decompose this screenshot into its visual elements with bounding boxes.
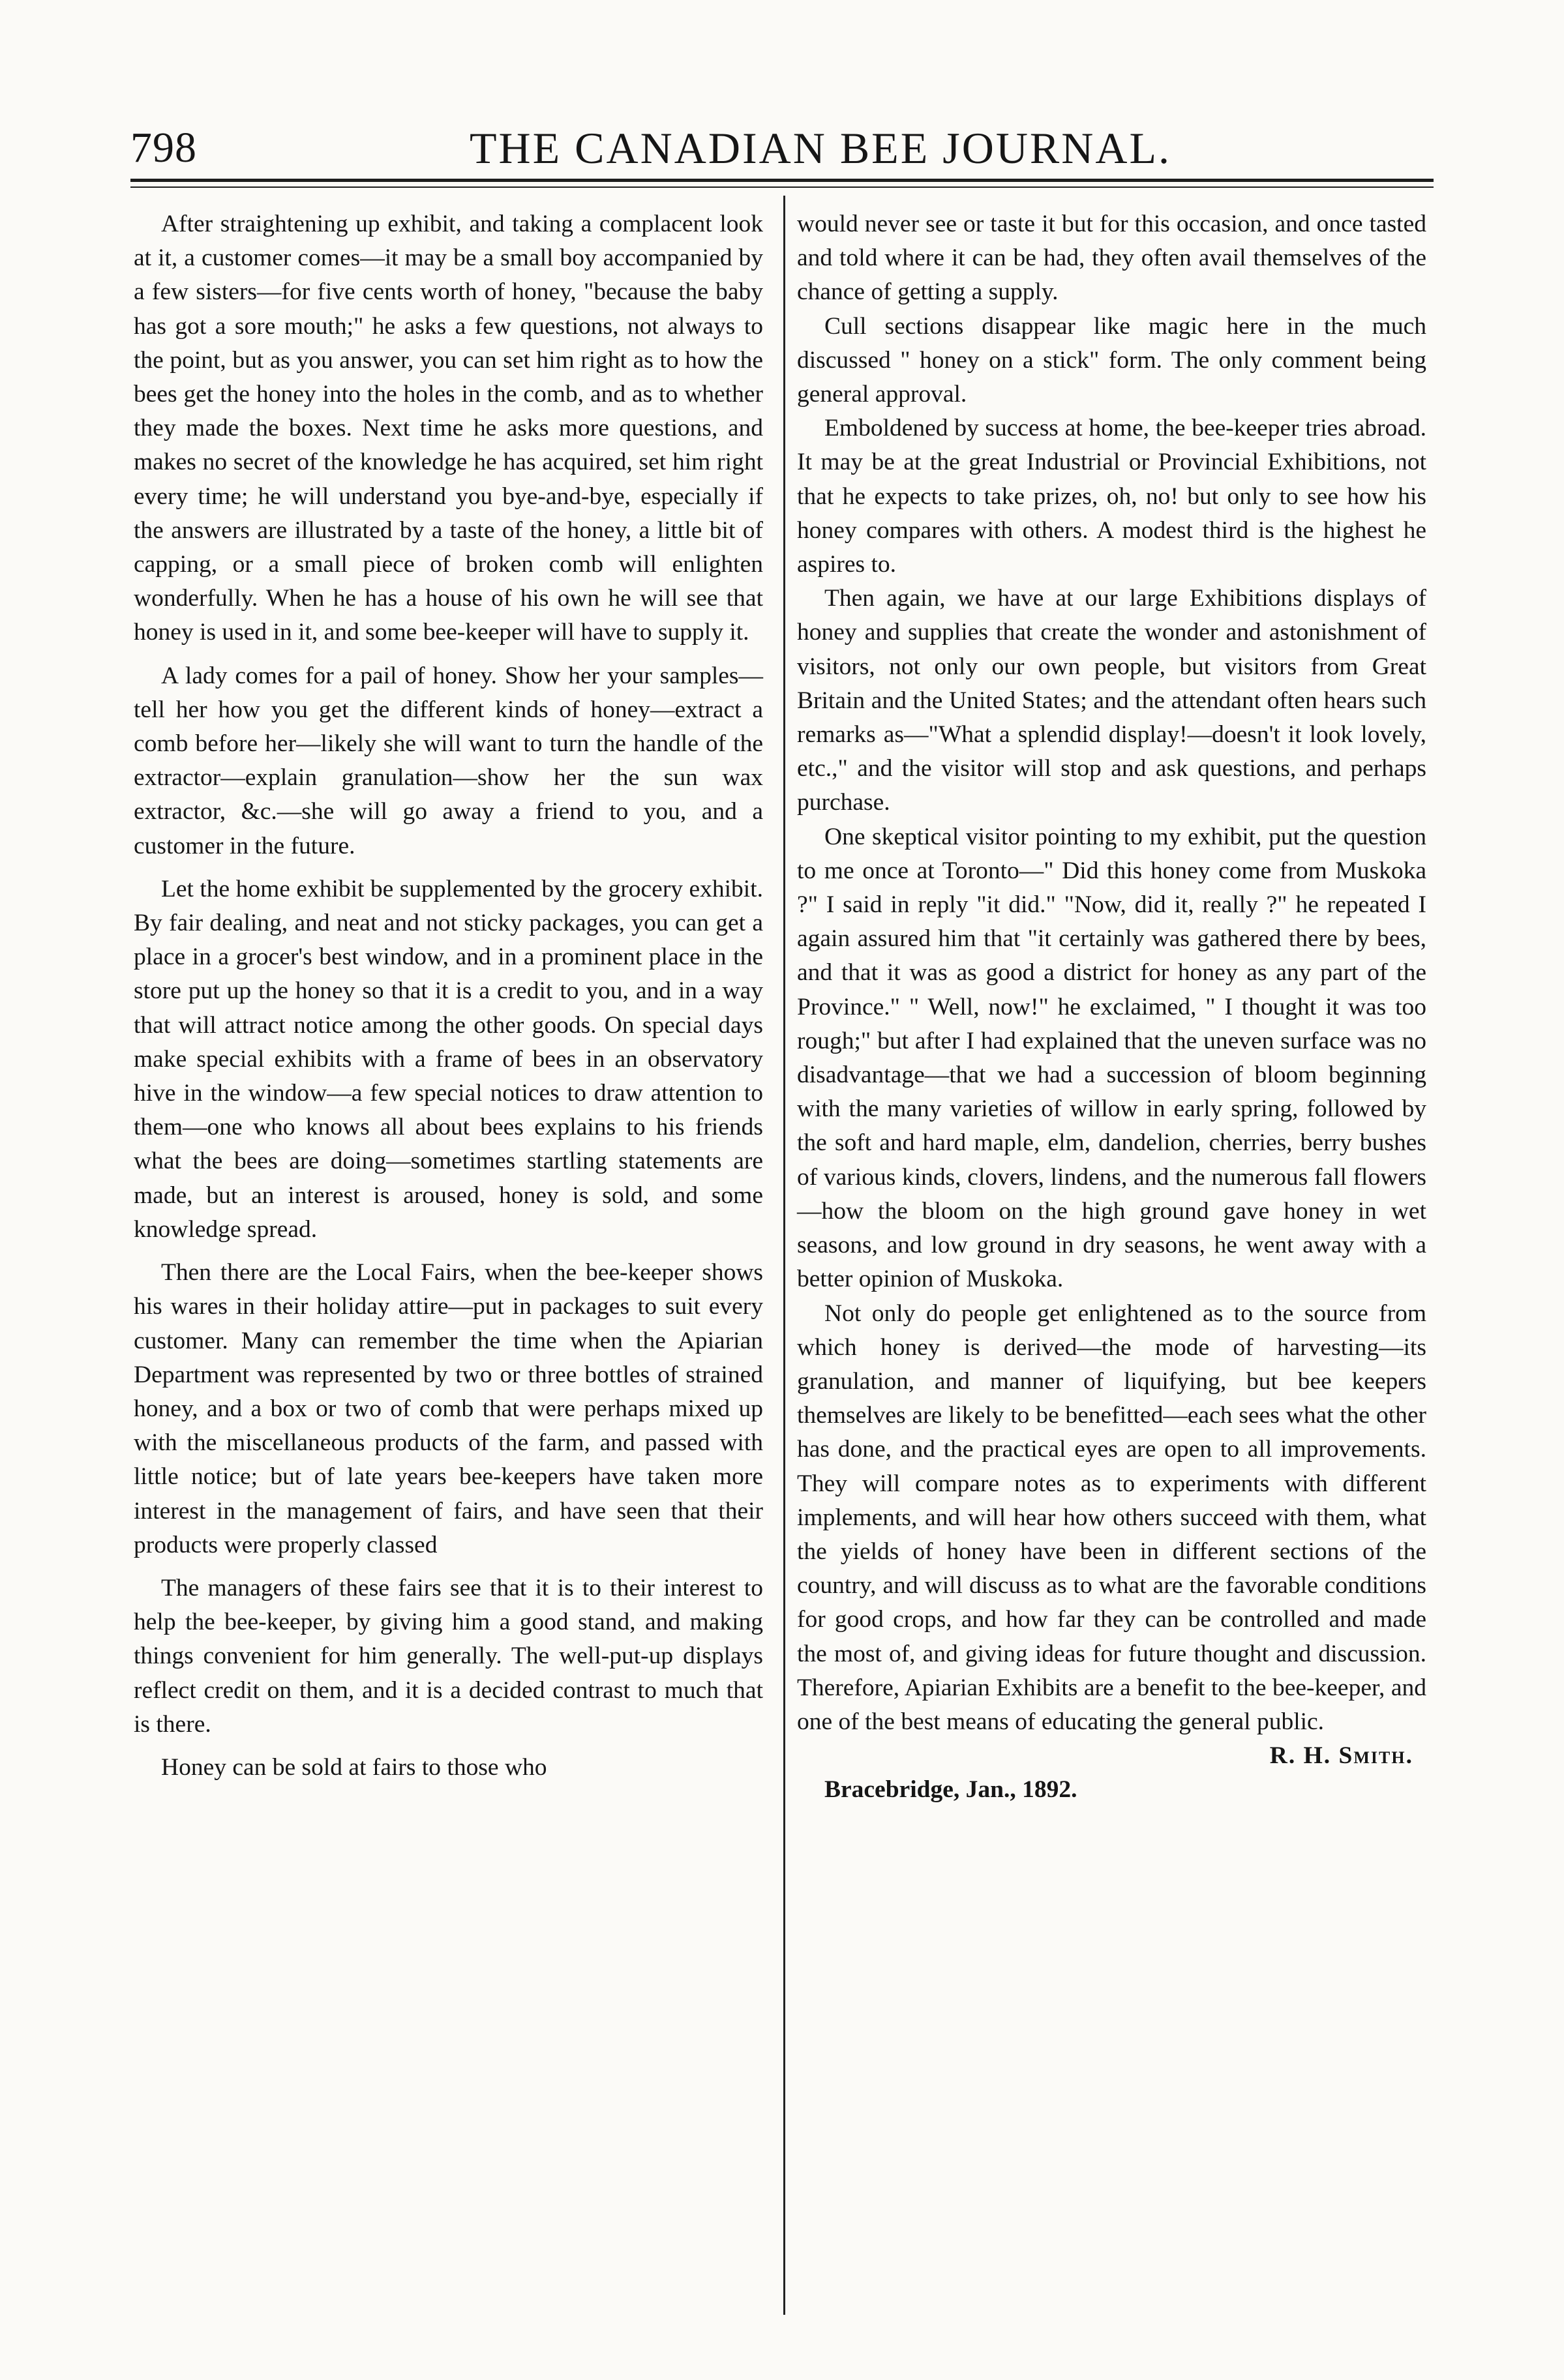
header-rule-thick [130,179,1434,182]
paragraph-large-exhibitions: Then again, we have at our large Exhibitions displays of honey and supplies that create the wonder and astonishment of visitors, not only our own people, but visitors from Great Britain and the United States; and the attendant often hears such remarks as—"What a splendid display!—doesn't it look lovely, etc.," and the visitor will stop and ask questions, and perhaps purchase. [797,585,1426,816]
paragraph-fair-managers: The managers of these fairs see that it is to their interest to help the bee-keeper, by giving him a good stand, and making things convenient for him generally. The well-put-up displays reflect credit on them, and it is a decided contrast to much that is there. [134,1574,763,1738]
column-divider [783,196,785,2315]
paragraph-lady-customer: A lady comes for a pail of honey. Show her your samples—tell her how you get the different kinds of honey—extract a comb before her—likely she will want to turn the handle of the extractor—explain granulation—show her the sun wax extractor, &c.—she will go away a friend to you, and a customer in the future. [134,662,763,859]
paragraph-emboldened: Emboldened by success at home, the bee-keeper tries abroad. It may be at the great Industrial or Provincial Exhibitions, not that he expects to take prizes, oh, no! but only to see how his honey compares with others. A modest third is the highest he aspires to. [797,415,1426,578]
right-column [797,207,1426,1807]
paragraph-cull-sections: Cull sections disappear like magic here in the much discussed " honey on a stick" form. The only comment being general approval. [797,312,1426,408]
dateline: Bracebridge, Jan., 1892. [824,1776,1077,1804]
left-column [134,207,763,1785]
author-signature: R. H. Smith. [1269,1742,1413,1770]
paragraph-grocery-exhibit: Let the home exhibit be supplemented by the grocery exhibit. By fair dealing, and neat and not sticky packages, you can get a place in a grocer's best window, and in a prominent place in the store put up the honey so that it is a credit to you, and in a way that will attract notice among the other goods. On special days make special exhibits with a frame of bees in an observatory hive in the window—a few special notices to draw attention to them—one who knows all about bees explains to his friends what the bees are doing—sometimes startling statements are made, but an interest is aroused, honey is sold, and some knowledge spread. [134,875,763,1243]
paragraph-skeptical-visitor: One skeptical visitor pointing to my exhibit, put the question to me once at Toronto—" Did this honey come from Muskoka ?" I said in reply "it did." "Now, did it, really ?" he repeated I again assured him that "it certainly was gathered there by bees, and that it was as good a district for honey as any part of the Province." " Well, now!" he exclaimed, " I thought it was too rough;" but after I had explained that the uneven surface was no disadvantage—that we had a succession of bloom beginning with the many varieties of willow in early spring, followed by the soft and hard maple, elm, dandelion, cherries, berry bushes of various kinds, clovers, lindens, and the numerous fall flowers—how the bloom on the high ground gave honey in wet seasons, and low ground in dry seasons, he went away with a better opinion of Muskoka. [797,823,1426,1293]
header-rule-thin [130,186,1434,188]
paragraph-local-fairs: Then there are the Local Fairs, when the bee-keeper shows his wares in their holiday attire—put in packages to suit every customer. Many can remember the time when the Apiarian Department was represented by two or three bottles of strained honey, and a box or two of comb that were perhaps mixed up with the miscellaneous products of the farm, and passed with little notice; but of late years bee-keepers have taken more interest in the management of fairs, and have seen that their products were properly classed [134,1259,763,1558]
paragraph-customer-boy: After straightening up exhibit, and taking a complacent look at it, a customer comes—it may be a small boy accompanied by a few sisters—for five cents worth of honey, "because the baby has got a sore mouth;" he asks a few questions, not always to the point, but as you answer, you can set him right as to how the bees get the honey into the holes in the comb, and as to whether they made the boxes. Next time he asks more questions, and makes no secret of the knowledge he has acquired, set him right every time; he will understand you bye-and-bye, especially if the answers are illustrated by a taste of the honey, a little bit of capping, or a small piece of broken comb will enlighten wonderfully. When he has a house of his own he will see that honey is used in it, and some bee-keeper will have to supply it. [134,211,763,646]
paragraph-continued: would never see or taste it but for this occasion, and once tasted and told where it can be had, they often avail themselves of the chance of getting a supply. [797,211,1426,306]
paragraph-enlightened: Not only do people get enlightened as to the source from which honey is derived—the mode of harvesting—its granulation, and manner of liquifying, but bee keepers themselves are likely to be benefitted—each sees what the other has done, and the practical eyes are open to all improvements. They will compare notes as to experiments with different implements, and will hear how others succeed with them, what the yields of honey have been in different sections of the country, and will discuss as to what are the favorable conditions for good crops, and how far they can be controlled and made the most of, and giving ideas for future thought and discussion. Therefore, Apiarian Exhibits are a benefit to the bee-keeper, and one of the best means of educating the general public. [797,1300,1426,1735]
paragraph-honey-at-fairs: Honey can be sold at fairs to those who [161,1753,547,1781]
page-header [130,116,1434,188]
page-number: 798 [130,124,197,171]
journal-title: THE CANADIAN BEE JOURNAL. [470,123,1172,173]
